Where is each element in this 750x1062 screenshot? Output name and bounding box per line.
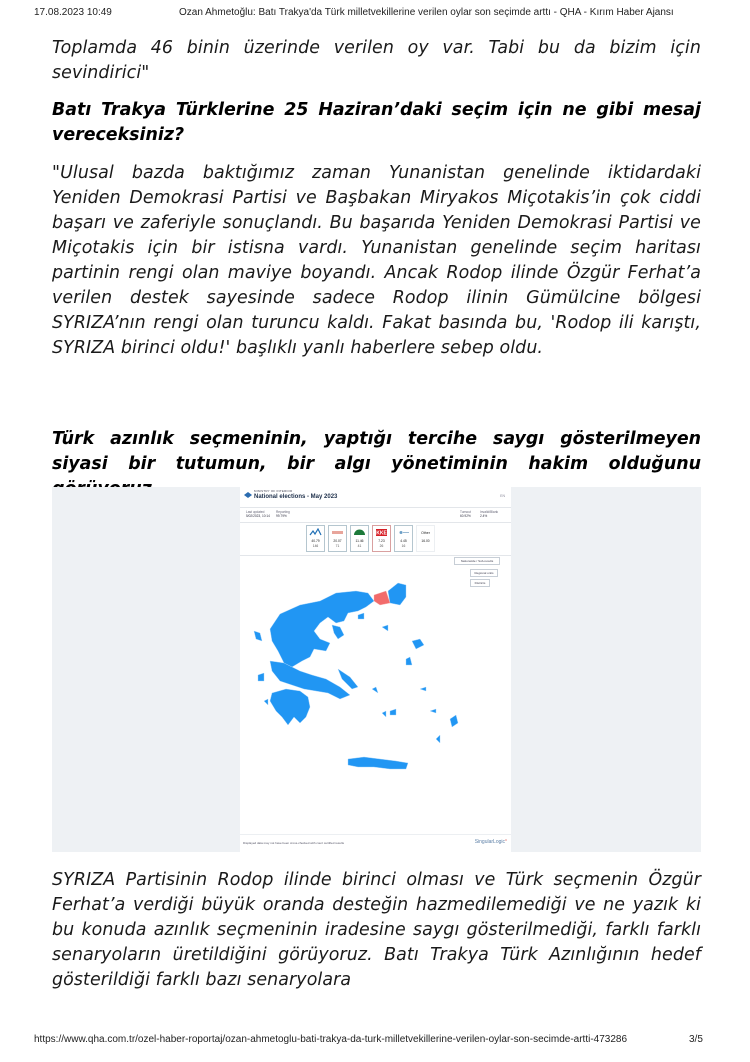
print-header bbox=[0, 0, 750, 24]
map-island-lesvos bbox=[412, 639, 424, 649]
map-island-andros bbox=[372, 687, 378, 693]
stat-turnout bbox=[460, 510, 471, 518]
map-island-paros bbox=[382, 711, 386, 717]
map-island-evia bbox=[338, 669, 358, 689]
print-datetime: 17.08.2023 10:49 bbox=[34, 7, 112, 18]
syriza-logo-icon bbox=[331, 528, 344, 537]
party-seats: 41 bbox=[357, 544, 362, 548]
greece-election-map[interactable] bbox=[240, 571, 511, 811]
map-region-crete bbox=[348, 757, 408, 769]
party-percent: 11.46 bbox=[355, 539, 364, 543]
stat-label: Last updated bbox=[246, 510, 265, 514]
map-region-rodopi-syriza bbox=[374, 591, 390, 605]
map-island-naxos bbox=[390, 709, 396, 715]
districts-button[interactable]: Districts bbox=[470, 579, 490, 587]
party-percent: 20.07 bbox=[333, 539, 342, 543]
print-url: https://www.qha.com.tr/ozel-haber-roportaj/ozan-ahmetoglu-bati-trakya-da-turk-milletvekillerine-verilen-oylar-son-secimde-artti-473286 bbox=[34, 1034, 628, 1045]
stat-value: 60.92% bbox=[460, 514, 471, 518]
article-paragraph: "Ulusal bazda baktığımız zaman Yunanistan genelinde iktidardaki Yeniden Demokrasi Partisi ve Başbakan Miryakos Miçotakis’in çok ciddi başarı ve zaferiyle sonuçlandı. Bu başarıda Yeniden Demokrasi Partisi ve Miçotakis için bir istisna vardı. Yunanistan genelinde seçim haritası partinin rengi olan maviye boyandı. Ancak Rodop ilinde Özgür Ferhat’a verilen destek sayesinde sadece Rodop ilinin Gümülcine bölgesi SYRIZA’nın rengi olan turuncu kaldı. Fakat basında bu, 'Rodop ili karıştı, SYRIZA birinci oldu!' başlıklı yanlı haberlere sebep oldu. bbox=[52, 163, 701, 358]
stat-value: 2.4% bbox=[480, 514, 488, 518]
stat-last-updated bbox=[246, 510, 270, 518]
stat-label: Invalid/Blank bbox=[480, 510, 499, 514]
party-percent: 7.23 bbox=[378, 539, 385, 543]
panel-footer bbox=[240, 834, 511, 853]
kke-logo-icon bbox=[375, 528, 388, 537]
svg-text:KKE: KKE bbox=[376, 530, 387, 537]
singularlogic-logo bbox=[475, 839, 507, 845]
map-island-karpathos bbox=[436, 735, 440, 743]
nd-logo-icon bbox=[309, 528, 322, 537]
party-seats: 146 bbox=[312, 544, 319, 548]
stat-value: 5/02/2023, 10:14 bbox=[246, 514, 270, 518]
map-island-kos bbox=[430, 709, 436, 713]
pasok-logo-icon bbox=[353, 528, 366, 537]
election-results-screenshot bbox=[52, 487, 701, 852]
map-region-peloponnese bbox=[270, 689, 310, 725]
party-seats: 26 bbox=[379, 544, 384, 548]
print-page-number: 3/5 bbox=[689, 1034, 703, 1045]
print-page-title: Ozan Ahmetoğlu: Batı Trakya'da Türk milletvekillerine verilen oylar son seçimde arttı - QHA - Kırım Haber Ajansı bbox=[179, 7, 674, 18]
map-island-chios bbox=[406, 657, 412, 665]
party-card-kke[interactable] bbox=[372, 525, 391, 552]
ministry-logo-icon bbox=[244, 492, 252, 498]
party-percent: 40.79 bbox=[311, 539, 320, 543]
map-island-kerkyra bbox=[254, 631, 262, 641]
party-percent: 16.00 bbox=[421, 539, 430, 543]
ministry-label: MINISTRY OF INTERIOR bbox=[254, 489, 293, 493]
stat-invalid bbox=[480, 510, 498, 518]
map-island-rhodes bbox=[450, 715, 458, 727]
map-island-zakynthos bbox=[264, 699, 268, 705]
party-seats: 71 bbox=[335, 544, 340, 548]
article-highlight: Türk azınlık seçmeninin, yaptığı tercihe saygı gösterilmeyen siyasi bir tutumun, bir algı yönetiminin hakim olduğunu bbox=[52, 429, 701, 474]
party-card-elliniki-lysi[interactable] bbox=[394, 525, 413, 552]
article-paragraph: SYRIZA Partisinin Rodop ilinde birinci olması ve Türk seçmenin Özgür Ferhat’a verdiği büyük oranda desteğin hazmedilemediği ve ne yazık ki bu konuda azınlık seçmeninin iradesine saygı gösterilmediği, farklı farklı senaryoların üretildiğini görüyoruz. Batı Trakya Türk Azınlığının hedef gösterildiği farklı bazı senaryolara bbox=[52, 870, 701, 990]
party-seats: 16 bbox=[401, 544, 406, 548]
stat-label: Reporting bbox=[276, 510, 290, 514]
stat-reporting bbox=[276, 510, 290, 518]
party-name: Other bbox=[421, 531, 430, 535]
map-region-northern-greece bbox=[270, 591, 374, 667]
panel-divider bbox=[240, 555, 511, 556]
panel-title: National elections - May 2023 bbox=[254, 494, 338, 500]
article-paragraph: Toplamda 46 binin üzerinde verilen oy var. Tabi bu da bizim için sevindirici" bbox=[52, 38, 701, 83]
brand-mark-icon: ° bbox=[505, 839, 507, 845]
results-toggle-button[interactable]: Nationwide / Sub-results bbox=[454, 557, 500, 565]
interview-question: Batı Trakya Türklerine 25 Haziran’daki seçim için ne gibi mesaj vereceksiniz? bbox=[52, 100, 701, 145]
party-percent: 4.45 bbox=[400, 539, 407, 543]
map-region-chalkidiki bbox=[332, 625, 344, 639]
party-card-other[interactable] bbox=[416, 525, 435, 552]
election-results-panel bbox=[240, 487, 511, 852]
map-island-samos bbox=[420, 687, 426, 691]
map-island-thasos bbox=[358, 613, 364, 619]
panel-header bbox=[240, 487, 511, 508]
disclaimer-note: Displayed data may not have been cross-checked with court certified results bbox=[243, 841, 345, 845]
language-toggle[interactable]: EN bbox=[500, 494, 505, 498]
regional-units-button[interactable]: Regional units bbox=[470, 569, 498, 577]
stat-label: Turnout bbox=[460, 510, 471, 514]
panel-stats bbox=[240, 508, 511, 523]
map-island-kefalonia bbox=[258, 673, 264, 681]
print-footer bbox=[0, 1034, 750, 1054]
stat-value: 99.79% bbox=[276, 514, 287, 518]
party-card-pasok[interactable] bbox=[350, 525, 369, 552]
party-card-nd[interactable] bbox=[306, 525, 325, 552]
map-region-evros bbox=[388, 583, 406, 605]
elliniki-lysi-logo-icon bbox=[397, 528, 410, 537]
party-card-syriza[interactable] bbox=[328, 525, 347, 552]
brand-name: SingularLogic bbox=[474, 839, 505, 845]
map-island-limnos bbox=[382, 625, 388, 631]
map-regions-nd bbox=[254, 583, 458, 769]
